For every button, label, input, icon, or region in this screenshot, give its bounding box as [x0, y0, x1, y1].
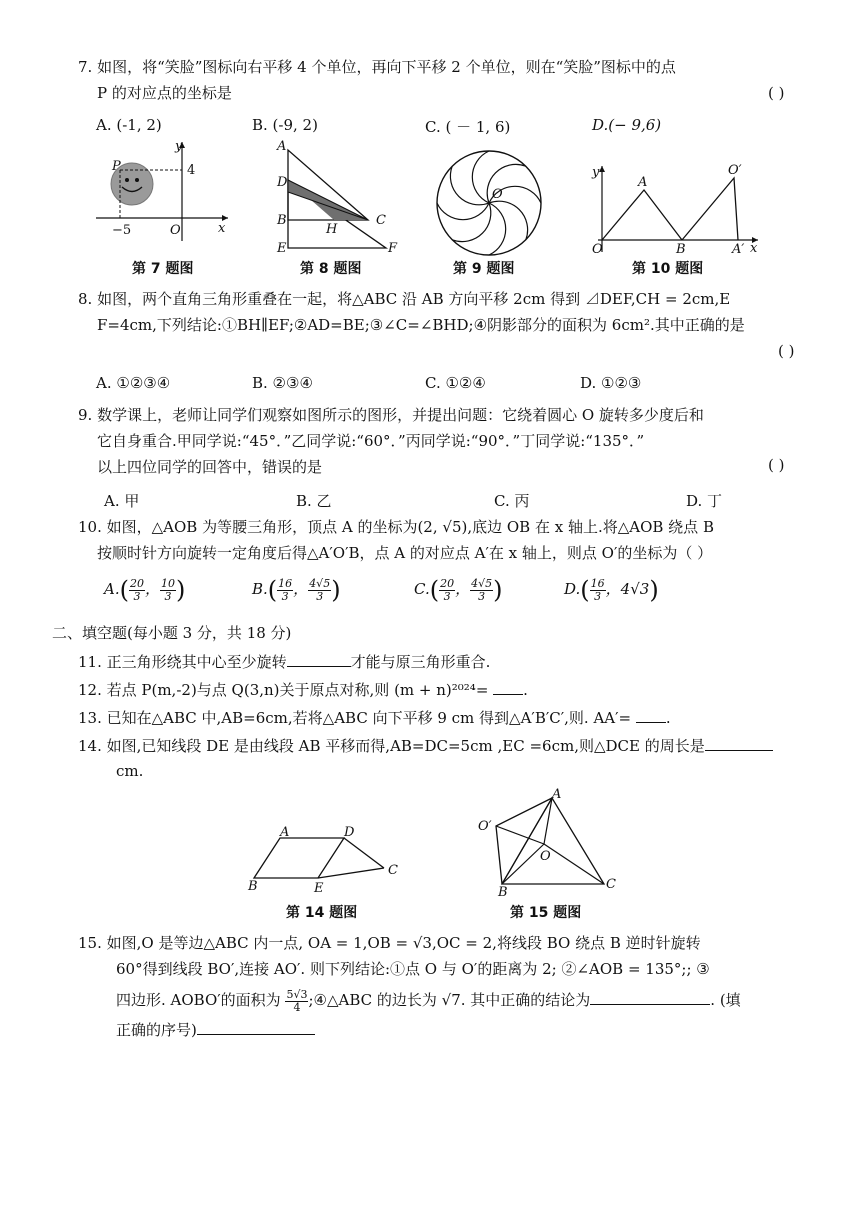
fig10-label-b: B: [676, 242, 686, 257]
fig9-caption: 第 9 题图: [453, 261, 515, 277]
q9-option-b: B. 乙: [296, 492, 332, 510]
figure-8: [276, 139, 398, 256]
fig10-label-a: A: [638, 175, 648, 190]
fig10-label-x: x: [750, 241, 758, 256]
q9-option-a: A. 甲: [104, 492, 140, 510]
fig10-label-oprime: O′: [728, 163, 742, 178]
q15-line3: 四边形. AOBO′的面积为 $\frac{5√3}{4}$ ;④△ABC 的边长为 √7. 其中正确的结论为 . (填: [116, 987, 741, 1014]
fig14-label-d: D: [344, 825, 355, 840]
fig14-label-b: B: [248, 879, 258, 894]
q13-blank[interactable]: [636, 706, 666, 723]
fig8-label-d: D: [277, 175, 288, 190]
spiral-arc: [437, 203, 489, 220]
q8-option-c: C. ①②④: [425, 374, 486, 392]
q15-line1: 15. 如图,O 是等边△ABC 内一点, OA = 1,OB = √3,OC = 2,将线段 BO 绕点 B 逆时针旋转: [78, 934, 701, 952]
q14-blank[interactable]: [705, 734, 773, 751]
spiral-arc: [472, 151, 489, 203]
q15-line2: 60°得到线段 BO′,连接 AO′. 则下列结论:①点 O 与 O′的距离为 2; ②∠AOB = 135°;; ③: [116, 960, 710, 978]
fig7-label-o: O: [170, 223, 181, 238]
fig7-label-neg5: −5: [112, 223, 132, 238]
fig7-label-x: x: [218, 221, 226, 236]
q10-option-d: D.( $\frac{16}{3}$ ，4√3): [564, 576, 659, 604]
q15-blank-2[interactable]: [197, 1018, 315, 1035]
spiral-arc: [489, 203, 506, 255]
fig15-label-o: O: [540, 849, 551, 864]
fig7-label-4: 4: [187, 163, 196, 178]
figure-14: [244, 825, 404, 896]
fig15-label-a: A: [552, 787, 562, 802]
q13: 13. 已知在△ABC 中,AB=6cm,若将△ABC 向下平移 9 cm 得到△A′B′C′,则. AA′= .: [78, 706, 671, 729]
q9-line1: 9. 数学课上，老师让同学们观察如图所示的图形，并提出问题：它绕着圆心 O 旋转多少度后和: [78, 406, 704, 424]
figure-15: [474, 788, 624, 898]
q9-answer-paren: ( ): [768, 456, 785, 474]
q7-option-a: A. (-1, 2): [96, 116, 162, 134]
fig10-label-o: O: [592, 242, 603, 257]
q12: 12. 若点 P(m,-2)与点 Q(3,n)关于原点对称,则 (m + n)²⁰²⁴= .: [78, 678, 528, 701]
q15-line4: 正确的序号): [116, 1018, 315, 1041]
fig8-label-f: F: [388, 241, 398, 256]
figure-9: [434, 148, 544, 258]
q7-line1: 7. 如图，将“笑脸”图标向右平移 4 个单位，再向下平移 2 个单位，则在“笑脸”图标中的点: [78, 58, 676, 76]
fig8-label-b: B: [277, 213, 287, 228]
fig15-label-b: B: [498, 885, 508, 900]
q8-line2: F=4cm,下列结论:①BH∥EF;②AD=BE;③∠C=∠BHD;④阴影部分的面积为 6cm².其中正确的是: [97, 316, 745, 334]
q11-blank[interactable]: [287, 650, 351, 667]
fig7-label-p: P: [112, 159, 121, 174]
fig8-caption: 第 8 题图: [300, 261, 362, 277]
q7-option-c: C. ( － 1, 6): [425, 118, 511, 136]
fig10-label-aprime: A′: [732, 242, 745, 257]
q9-line3: 以上四位同学的回答中，错误的是: [97, 458, 323, 476]
fig7-caption: 第 7 题图: [132, 261, 194, 277]
fig14-caption: 第 14 题图: [286, 905, 358, 921]
q8-line1: 8. 如图，两个直角三角形重叠在一起，将△ABC 沿 AB 方向平移 2cm 得到 ⊿DEF,CH = 2cm,E: [78, 290, 731, 308]
section-2-heading: 二、填空题(每小题 3 分，共 18 分): [52, 624, 292, 642]
q11: 11. 正三角形绕其中心至少旋转 才能与原三角形重合.: [78, 650, 490, 673]
q8-option-d: D. ①②③: [580, 374, 642, 392]
q7-line2: P 的对应点的坐标是: [97, 84, 232, 102]
q10-option-a: A.( $\frac{20}{3}$ ， $\frac{10}{3}$ ): [104, 576, 186, 604]
q9-line2: 它自身重合.甲同学说:“45°．”乙同学说:“60°．”丙同学说:“90°．”丁同学说:“135°．”: [97, 432, 645, 450]
fig8-label-e: E: [277, 241, 287, 256]
fig7-label-y: y: [175, 139, 183, 154]
q9-option-c: C. 丙: [494, 492, 530, 510]
q10-option-b: B.( $\frac{16}{3}$ ， $\frac{4√5}{3}$ ): [252, 576, 341, 604]
fig15-caption: 第 15 题图: [510, 905, 582, 921]
fig8-label-a: A: [277, 139, 287, 154]
fig15-label-oprime: O′: [478, 819, 492, 834]
fig14-label-a: A: [280, 825, 290, 840]
fig10-label-y: y: [592, 165, 600, 180]
fig15-label-c: C: [606, 877, 616, 892]
q12-blank[interactable]: [493, 678, 523, 695]
fig14-label-c: C: [388, 863, 398, 878]
q10-line2: 按顺时针方向旋转一定角度后得△A′O′B，点 A 的对应点 A′在 x 轴上，则点 O′的坐标为（ ）: [97, 544, 713, 562]
fig10-caption: 第 10 题图: [632, 261, 704, 277]
q8-option-b: B. ②③④: [252, 374, 313, 392]
q8-answer-paren: ( ): [778, 342, 795, 360]
fig14-label-e: E: [314, 881, 324, 896]
q14-line2: cm.: [116, 762, 144, 780]
figure-7: [92, 136, 232, 248]
q9-option-d: D. 丁: [686, 492, 723, 510]
q8-option-a: A. ①②③④: [96, 374, 171, 392]
q10-option-c: C.( $\frac{20}{3}$ ， $\frac{4√5}{3}$ ): [414, 576, 503, 604]
fig8-label-h: H: [326, 222, 338, 237]
q14-line1: 14. 如图,已知线段 DE 是由线段 AB 平移而得,AB=DC=5cm ,EC =6cm,则△DCE 的周长是: [78, 734, 773, 757]
figure-10: [586, 160, 766, 256]
q7-option-b: B. (-9, 2): [252, 116, 318, 134]
fig9-label-o: O: [492, 187, 503, 202]
q7-option-d: D.(− 9,6): [592, 116, 662, 134]
q10-line1: 10. 如图，△AOB 为等腰三角形，顶点 A 的坐标为(2, √5),底边 OB 在 x 轴上.将△AOB 绕点 B: [78, 518, 714, 536]
q7-answer-paren: ( ): [768, 84, 785, 102]
fig8-label-c: C: [376, 213, 386, 228]
q15-blank-1[interactable]: [590, 988, 710, 1005]
